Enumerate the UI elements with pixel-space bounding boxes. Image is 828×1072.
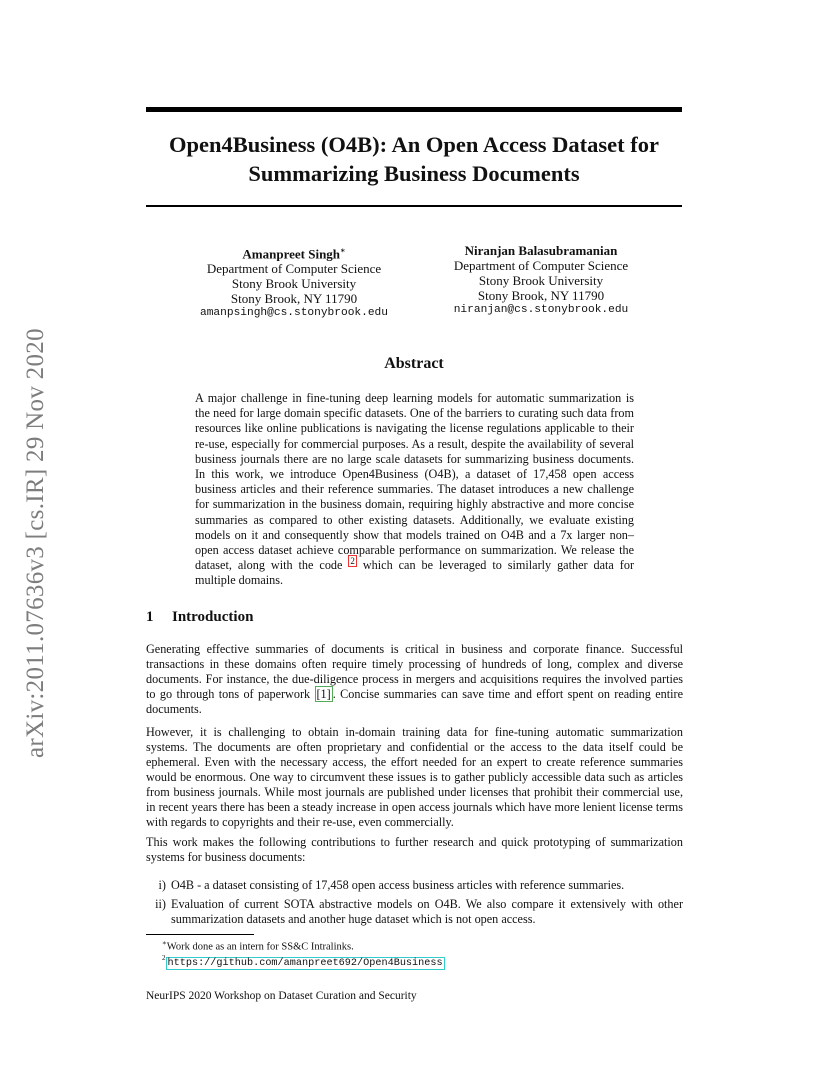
- footnote-marker: ∗: [162, 939, 167, 947]
- list-marker: ii): [155, 897, 166, 911]
- abstract-text: A major challenge in fine-tuning deep learning models for automatic summarization is the need for large domain specific datasets. One of the barriers to curating such data from resources like online publications is navigating the license regulations applicable to their re-use, especially for commercial purposes. As a result, despite the availability of several business journals there are no large scale datasets for summarizing business documents. In this work, we introduce Open4Business (O4B), a dataset of 17,458 open access business articles and their reference summaries. The dataset introduces a new challenge for summarization in the business domain, requiring highly abstractive and more concise summaries as compared to other existing datasets. Additionally, we evaluate existing models on it and consequently show that models trained on O4B and a 7x larger non–open access dataset achieve comparable performance on summarization. We release the dataset, along with the code $^2$ which can be leveraged to similarly gather data for multiple domains.: [195, 391, 634, 588]
- repository-link[interactable]: https://github.com/amanpreet692/Open4Business: [167, 957, 443, 969]
- author-email[interactable]: niranjan@cs.stonybrook.edu: [453, 304, 629, 316]
- paragraph: Generating effective summaries of documents is critical in business and corporate finance. Successful transactions in these domains often require timely processing of hundreds of long, complex and diverse documents. For instance, the due-diligence process in mergers and acquisitions requires the involved parties to go through tons of paperwork [1] . Concise summaries can save time and effort spent on reading entire documents.: [146, 642, 683, 716]
- title-line-1: Open4Business (O4B): An Open Access Dataset for: [168, 132, 659, 157]
- author-location: Stony Brook, NY 11790: [477, 288, 605, 303]
- author-university: Stony Brook University: [478, 273, 604, 288]
- author-footnote-marker: ∗: [340, 246, 346, 255]
- footnote-link[interactable]: 2: [350, 556, 355, 567]
- author-location: Stony Brook, NY 11790: [230, 291, 358, 307]
- footnote: [162, 952, 445, 970]
- paragraph: However, it is challenging to obtain in-domain training data for fine-tuning automatic summarization systems. The documents are often proprietary and confidential or the access to the data itself could be ephemeral. Even with the necessary access, the effort needed for an expert to create reference summaries would be enormous. One way to circumvent these issues is to gather publicly accessible data such as articles from business journals. While most journals are published under licenses that prohibit their commercial use, in recent years there has been a steady increase in open access journals which have more lenient license terms with regards to copyrights and their re-use, even commercially.: [146, 725, 683, 829]
- title-line-2: Summarizing Business Documents: [248, 161, 580, 186]
- list-marker: i): [158, 878, 166, 892]
- author-block-1: [170, 243, 418, 321]
- title-bottom-rule: [146, 205, 682, 207]
- list-item-text: Evaluation of current SOTA abstractive models on O4B. We also compare it extensively with other summarization datasets and another huge dataset which is not open access.: [171, 897, 683, 926]
- author-email[interactable]: amanpsingh@cs.stonybrook.edu: [200, 307, 388, 320]
- footnote-text: Work done as an intern for SS&C Intralinks.: [166, 941, 354, 953]
- author-department: Department of Computer Science: [206, 261, 382, 277]
- citation-link[interactable]: [1]: [316, 687, 331, 701]
- abstract-heading: Abstract: [384, 355, 444, 372]
- paragraph: This work makes the following contributions to further research and quick prototyping of summarization systems for business documents:: [146, 835, 683, 864]
- author-name: Niranjan Balasubramanian: [464, 243, 618, 258]
- footnote-divider: [146, 934, 254, 935]
- author-department: Department of Computer Science: [453, 258, 629, 273]
- author-name: Amanpreet Singh∗: [242, 246, 346, 262]
- author-university: Stony Brook University: [231, 276, 357, 292]
- author-block-2: [421, 243, 661, 318]
- title-top-rule: [146, 107, 682, 112]
- arxiv-identifier: arXiv:2011.07636v3 [cs.IR] 29 Nov 2020: [22, 328, 49, 758]
- section-title: Introduction: [172, 609, 254, 625]
- section-number: 1: [146, 609, 154, 625]
- footnote-marker: 2: [162, 954, 166, 962]
- paper-title: [120, 130, 708, 188]
- section-heading-introduction: [146, 609, 253, 626]
- list-item-text: O4B - a dataset consisting of 17,458 open access business articles with reference summaries.: [171, 878, 625, 892]
- venue-footer: NeurIPS 2020 Workshop on Dataset Curation and Security: [146, 990, 417, 1002]
